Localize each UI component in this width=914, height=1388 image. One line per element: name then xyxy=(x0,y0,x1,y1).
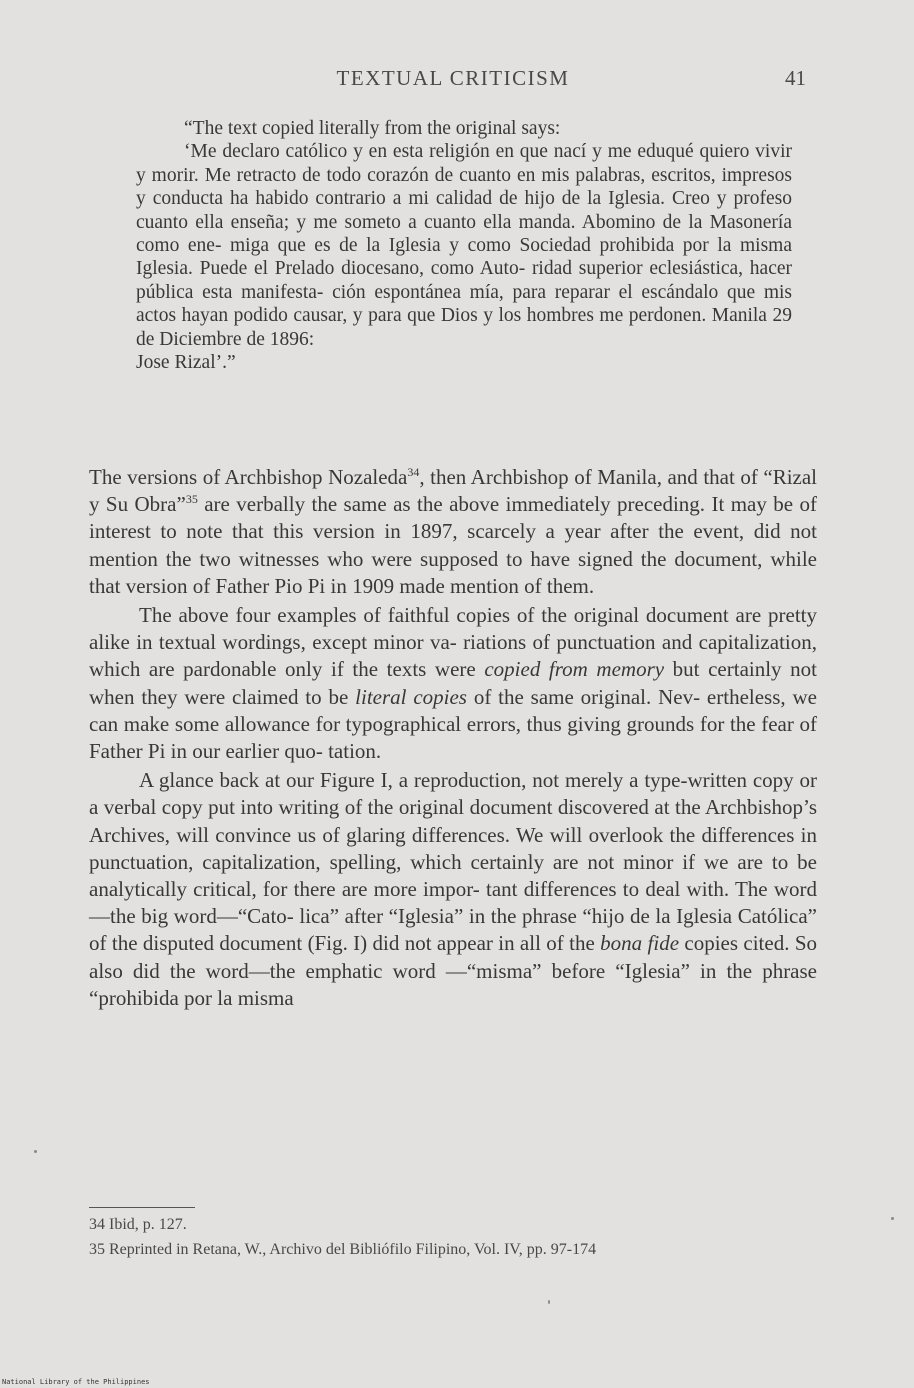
paragraph-2-text-c: of the same original. Nev- ertheless, we can make some allowance for typographical errors, thus giving grounds for the fear of Father Pi in our earlier quo- tation. xyxy=(89,684,817,764)
running-title: TEXTUAL CRITICISM xyxy=(336,66,570,90)
library-watermark: National Library of the Philippines xyxy=(2,1378,150,1386)
footnotes xyxy=(89,1212,817,1262)
footnote-ref-34: 34 xyxy=(407,465,420,479)
page-number: 41 xyxy=(785,66,806,90)
paper-speck xyxy=(891,1217,894,1220)
paragraph-1-text-c: are verbally the same as the above immediately preceding. It may be of interest to note that this version in 1897, scarcely a year after the event, did not mention the two witnesses who were supposed to have signed the document, while that version of Father Pio Pi in 1909 made mention of them. xyxy=(89,492,817,598)
paper-speck xyxy=(34,1150,37,1153)
footnote-35: 35 Reprinted in Retana, W., Archivo del Bibliófilo Filipino, Vol. IV, pp. 97-174 xyxy=(89,1241,597,1258)
quote-signature: Jose Rizal’.” xyxy=(136,352,236,374)
paragraph-1-text-b: , then Archbishop of Manila, and that of “Rizal y Su Obra” xyxy=(89,465,818,517)
running-head xyxy=(88,66,818,96)
paragraph-1 xyxy=(89,464,817,600)
paragraph-3-text-b: copies cited. So also did the word—the emphatic word —“misma” before “Iglesia” in the phrase “prohibida por la misma xyxy=(89,931,818,1010)
paper-speck xyxy=(548,1300,550,1304)
emphasis-literal-copies: literal copies xyxy=(355,684,467,709)
emphasis-bona-fide: bona fide xyxy=(600,931,680,956)
paragraph-3 xyxy=(89,767,817,1012)
quote-intro: “The text copied literally from the original says: xyxy=(184,118,561,139)
footnote-rule xyxy=(89,1207,195,1208)
paragraph-3-text-a: A glance back at our Figure I, a reproduction, not merely a type-written copy or a verbal copy put into writing of the original document discovered at the Archbishop’s Archives, will convince us of glaring differences. We will overlook the differences in punctuation, capitalization, spelling, which certainly are not minor if we are to be analytically critical, for there are more impor- tant differences to deal with. The word—the big word—“Cato- lica” after “Iglesia” in the phrase “hijo de la Iglesia Católica” of the disputed document (Fig. I) did not appear in all of the xyxy=(89,768,817,956)
footnote-34: 34 Ibid, p. 127. xyxy=(89,1216,187,1233)
block-quote xyxy=(136,117,792,374)
body-text xyxy=(89,464,817,1012)
footnote-ref-35: 35 xyxy=(185,492,198,507)
quote-retraction-text: ‘Me declaro católico y en esta religión en que nací y me eduqué quiero vivir y morir. Me retracto de todo corazón de cuanto en mis palabras, escritos, impresos y conducta ha habido contrario a mi calidad de hijo de la Iglesia. Creo y profeso cuanto ella enseña; y me someto a cuanto ella manda. Abomino de la Masonería como ene- miga que es de la Iglesia y como Sociedad prohibida por la misma Iglesia. Puede el Prelado diocesano, como Auto- ridad superior eclesiástica, hacer pública esta manifesta- ción espontánea mía, para reparar el escándalo que mis actos hayan podido causar, y para que Dios y los hombres me perdonen. Manila 29 de Diciembre de 1896: xyxy=(136,141,792,350)
paragraph-2-text-a: The above four examples of faithful copies of the original document are pretty alike in textual wordings, except minor va- riations of punctuation and capitalization, which are pardonable only if the texts were xyxy=(89,603,817,682)
paragraph-2 xyxy=(89,602,817,765)
paragraph-1-text-a: The versions of Archbishop Nozaleda xyxy=(89,465,408,489)
paragraph-2-text-b: but certainly not when they were claimed to be xyxy=(89,657,817,709)
emphasis-copied-from-memory: copied from memory xyxy=(484,657,665,682)
